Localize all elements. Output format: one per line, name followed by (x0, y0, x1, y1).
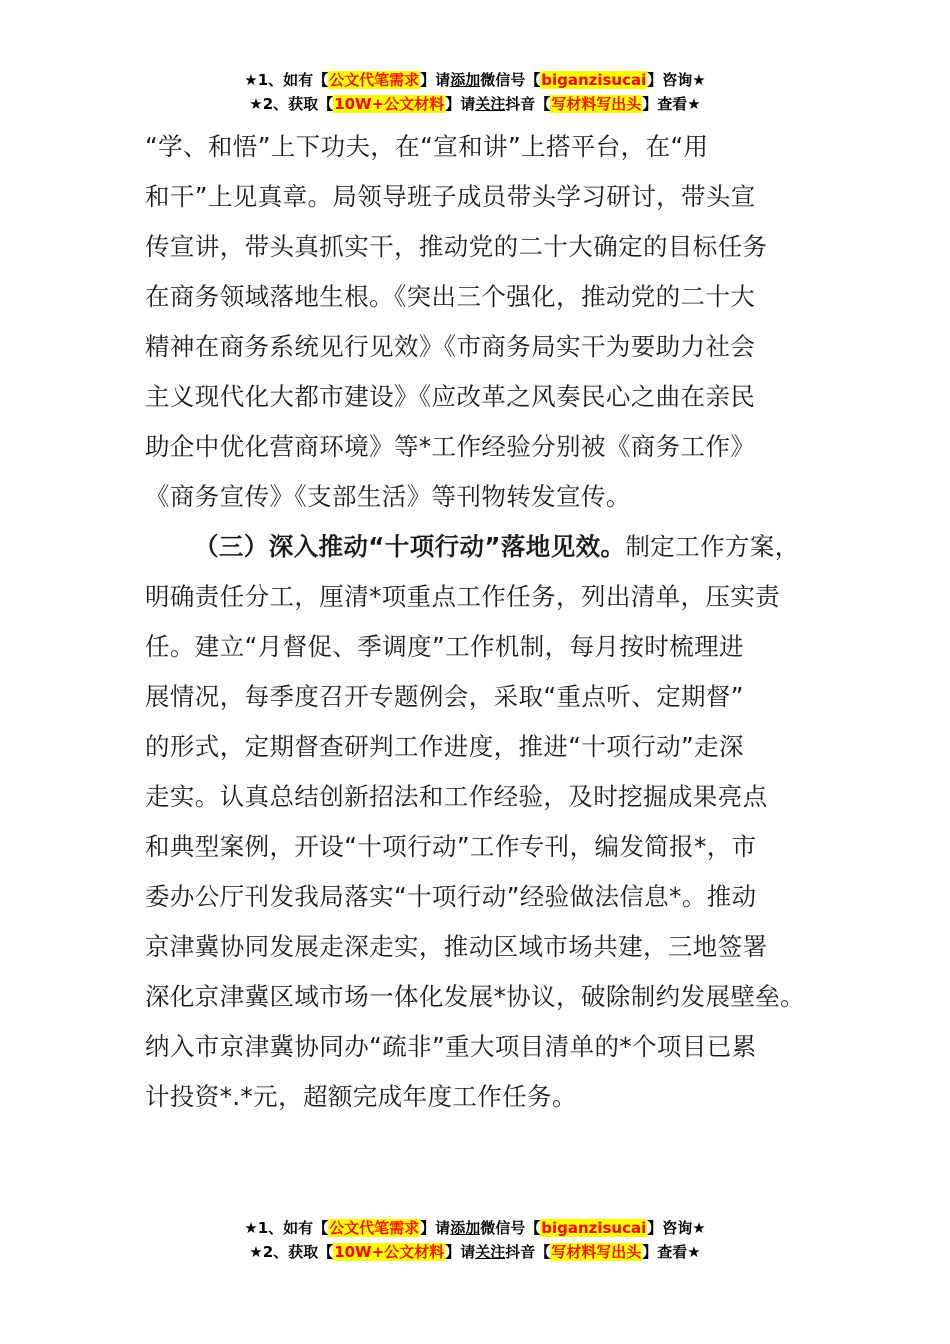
body-line: 纳入市京津冀协同办“疏非”重大项目清单的*个项目已累 (145, 1032, 757, 1061)
banner-text: 微信号【 (480, 1219, 541, 1237)
body-line: 和干”上见真章。局领导班子成员带头学习研讨，带头宣 (145, 182, 756, 211)
body-line: “学、和悟”上下功夫，在“宣和讲”上搭平台，在“用 (145, 132, 709, 161)
body-line: 和典型案例，开设“十项行动”工作专刊，编发简报*，市 (145, 832, 757, 861)
banner-underlined: 添加 (450, 71, 481, 89)
body-line: 深化京津冀区域市场一体化发展*协议，破除制约发展壁垒。 (145, 982, 806, 1011)
body-line: 计投资*.*元，超额完成年度工作任务。 (145, 1082, 577, 1111)
banner-text: ★1、如有【 (244, 71, 329, 89)
banner-text: ★2、获取【 (249, 1243, 334, 1261)
banner-highlight-materials: 10W+公文材料 (334, 1243, 445, 1261)
banner-highlight-douyin: 写材料写出头 (551, 1243, 642, 1261)
body-line: 展情况，每季度召开专题例会，采取“重点听、定期督” (145, 682, 744, 711)
banner-highlight-service: 公文代笔需求 (329, 1219, 420, 1237)
body-line: 助企中优化营商环境》等*工作经验分别被《商务工作》 (145, 432, 756, 461)
section-3-first-line (145, 522, 815, 572)
body-line: 明确责任分工，厘清*项重点工作任务，列出清单，压实责 (145, 582, 781, 611)
banner-text: 微信号【 (480, 71, 541, 89)
banner-text: 】请 (445, 95, 476, 113)
banner-highlight-materials: 10W+公文材料 (334, 95, 445, 113)
document-body (145, 122, 815, 1122)
body-line: 《商务宣传》《支部生活》等刊物转发宣传。 (145, 482, 631, 511)
banner-underlined: 添加 (450, 1219, 481, 1237)
banner-text: ★1、如有【 (244, 1219, 329, 1237)
banner-highlight-wechat: biganzisucai (541, 71, 647, 89)
body-line: 的形式，定期督查研判工作进度，推进“十项行动”走深 (145, 732, 744, 761)
banner-text: ★2、获取【 (249, 95, 334, 113)
banner-highlight-service: 公文代笔需求 (329, 71, 420, 89)
banner-text: 】请 (420, 1219, 451, 1237)
banner-line-1 (0, 1216, 950, 1240)
body-line: 精神在商务系统见行见效》《市商务局实干为要助力社会 (145, 332, 756, 361)
banner-highlight-douyin: 写材料写出头 (551, 95, 642, 113)
body-line: 传宣讲，带头真抓实干，推动党的二十大确定的目标任务 (145, 232, 768, 261)
banner-text: 抖音【 (505, 1243, 551, 1261)
banner-underlined: 关注 (475, 1243, 506, 1261)
banner-text: 】查看★ (642, 95, 701, 113)
body-line: 京津冀协同发展走深走实，推动区域市场共建，三地签署 (145, 932, 768, 961)
banner-text: 】查看★ (642, 1243, 701, 1261)
banner-text: 抖音【 (505, 95, 551, 113)
body-line: 主义现代化大都市建设》《应改革之风奏民心之曲在亲民 (145, 382, 756, 411)
body-line: 走实。认真总结创新招法和工作经验，及时挖掘成果亮点 (145, 782, 768, 811)
banner-line-2 (0, 1240, 950, 1264)
top-banner (0, 68, 950, 116)
banner-highlight-wechat: biganzisucai (541, 1219, 647, 1237)
banner-line-1 (0, 68, 950, 92)
body-line: 在商务领域落地生根。《突出三个强化，推动党的二十大 (145, 282, 756, 311)
banner-text: 】请 (420, 71, 451, 89)
banner-text: 】咨询★ (647, 1219, 706, 1237)
section-3-first-rest: 制定工作方案， (625, 532, 800, 561)
banner-line-2 (0, 92, 950, 116)
body-line: 任。建立“月督促、季调度”工作机制，每月按时梳理进 (145, 632, 744, 661)
banner-text: 】请 (445, 1243, 476, 1261)
banner-underlined: 关注 (475, 95, 506, 113)
bottom-banner (0, 1216, 950, 1264)
banner-text: 】咨询★ (647, 71, 706, 89)
section-3-heading: （三）深入推动“十项行动”落地见效。 (194, 532, 626, 561)
body-line: 委办公厅刊发我局落实“十项行动”经验做法信息*。推动 (145, 882, 757, 911)
